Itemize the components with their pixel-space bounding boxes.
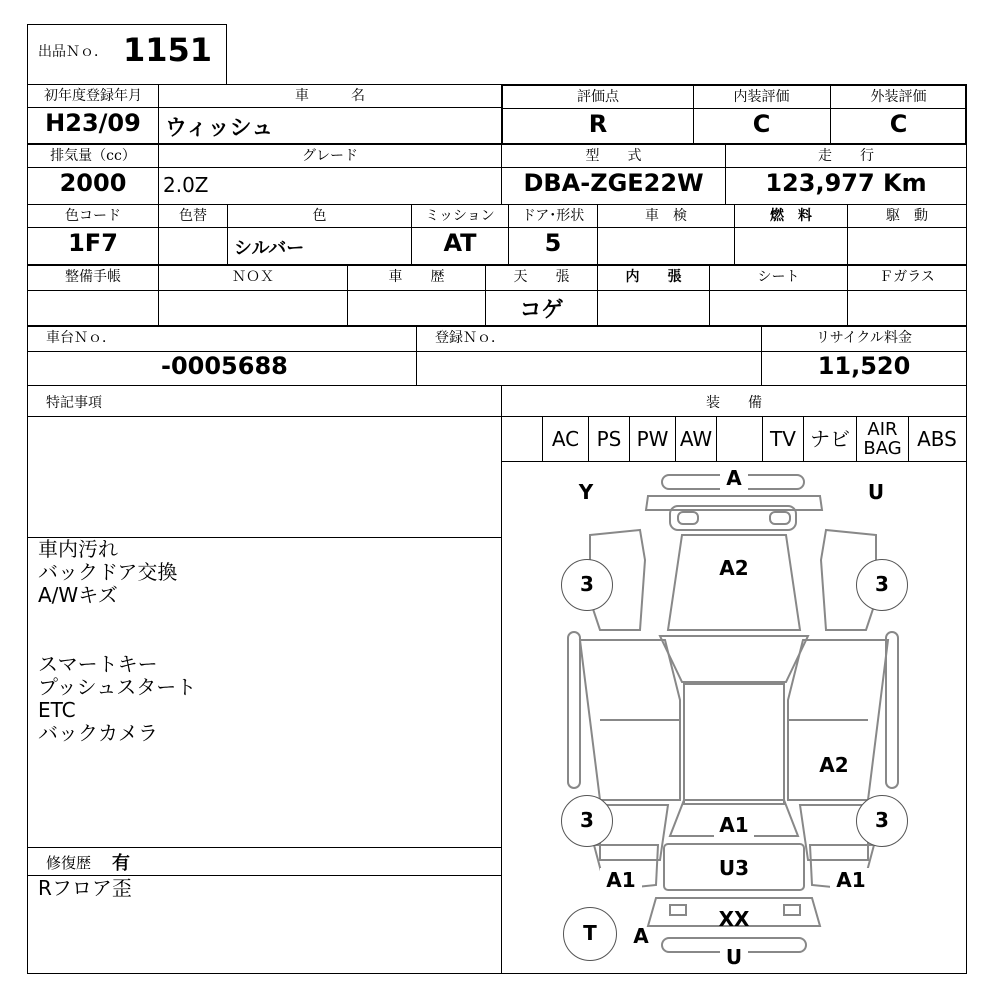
damage-u-top: U — [867, 480, 885, 504]
inspection-cell — [597, 204, 735, 265]
seat-label: シート — [757, 269, 800, 285]
drive-cell — [847, 204, 967, 265]
damage-front: A — [720, 466, 748, 490]
chassis-value: -0005688 — [161, 352, 288, 380]
color-code-label: 色コード — [65, 208, 121, 224]
chassis-cell — [27, 326, 417, 386]
notes-text-2: スマートキー プッシュスタート ETC バックカメラ — [38, 652, 197, 745]
door-value: 5 — [544, 229, 562, 257]
equipment-item-aw: AW — [679, 427, 713, 451]
nox-label: ＮＯＸ — [232, 269, 274, 285]
model-label: 型 式 — [585, 148, 642, 164]
mileage-cell — [725, 144, 967, 205]
mission-label: ミッション — [425, 208, 495, 224]
equipment-item-tv: TV — [770, 427, 796, 451]
recycle-label: リサイクル料金 — [815, 330, 913, 346]
fuel-cell — [734, 204, 848, 265]
equipment-item-abs: ABS — [917, 427, 957, 451]
car-name-value: ウィッシュ — [165, 116, 274, 141]
damage-cargo: A1 — [714, 813, 754, 837]
fglass-label: Ｆガラス — [879, 269, 935, 285]
grade-cell — [158, 144, 502, 205]
model-value: DBA-ZGE22W — [523, 169, 704, 197]
equipment-label: 装 備 — [706, 395, 762, 411]
equipment-item-airbag: AIR BAG — [863, 419, 902, 459]
color-cell — [227, 204, 412, 265]
inspection-label: 車 検 — [645, 208, 687, 224]
mission-cell — [411, 204, 509, 265]
damage-rear-left: 3 — [580, 808, 594, 832]
service-book-label: 整備手帳 — [65, 269, 121, 285]
nox-cell — [158, 265, 348, 326]
fglass-cell — [847, 265, 967, 326]
damage-bumper: XX — [718, 907, 750, 931]
interior-label: 内装評価 — [733, 89, 790, 105]
lot-label: 出品Ｎｏ． — [38, 44, 108, 60]
damage-rear-corner-left: A1 — [600, 868, 642, 892]
car-name-label: 車 名 — [295, 88, 365, 104]
damage-y: Y — [578, 480, 594, 504]
interior-value: C — [752, 110, 771, 138]
damage-rear-right: 3 — [875, 808, 889, 832]
damage-rear-corner-right: A1 — [830, 868, 872, 892]
equipment-item-pw: PW — [636, 427, 669, 451]
color-label: 色 — [312, 208, 327, 224]
tire-front-left-icon — [561, 559, 613, 611]
door-cell — [508, 204, 598, 265]
repair-note: Rフロア歪 — [38, 876, 132, 900]
tire-rear-left-icon — [561, 795, 613, 847]
notes-label: 特記事項 — [46, 395, 102, 411]
inner-cell — [597, 265, 710, 326]
history-label: 車 歴 — [388, 269, 445, 285]
equipment-item-blank-1 — [502, 418, 542, 460]
repaint-label: 色替 — [179, 208, 207, 224]
recycle-value: 11,520 — [817, 352, 911, 380]
headliner-value: コゲ — [519, 298, 564, 323]
history-cell — [347, 265, 486, 326]
damage-tire: T — [583, 921, 597, 945]
service-book-cell — [27, 265, 159, 326]
color-code-value: 1F7 — [68, 229, 118, 257]
headliner-cell — [485, 265, 598, 326]
score-label: 評価点 — [577, 89, 619, 105]
grade-label: グレード — [302, 148, 358, 164]
first-reg-label: 初年度登録年月 — [44, 88, 142, 104]
fuel-label: 燃 料 — [770, 208, 812, 224]
car-name-cell — [158, 84, 502, 144]
equipment-item-ac: AC — [551, 427, 580, 451]
lot-number: 1151 — [123, 31, 213, 69]
reg-no-label: 登録Ｎｏ． — [435, 330, 505, 346]
model-cell — [501, 144, 726, 205]
grade-value: 2.0Z — [163, 173, 209, 197]
equipment-item-ps: PS — [596, 427, 622, 451]
damage-front-left: 3 — [580, 572, 594, 596]
mileage-label: 走 行 — [818, 148, 874, 164]
repair-value: 有 — [112, 853, 130, 874]
damage-tire-note: A — [633, 924, 649, 948]
mileage-value: 123,977 Km — [765, 169, 927, 197]
first-reg-value: H23/09 — [45, 109, 141, 137]
damage-front-right: 3 — [875, 572, 889, 596]
score-block — [501, 84, 967, 145]
color-value: シルバー — [234, 238, 305, 259]
displacement-label: 排気量（cc） — [50, 148, 136, 164]
first-reg-cell — [27, 84, 159, 144]
recycle-cell — [761, 326, 967, 386]
headliner-label: 天 張 — [513, 269, 570, 285]
drive-label: 駆 動 — [886, 208, 928, 224]
equipment-item-navi: ナビ — [810, 427, 850, 451]
exterior-label: 外装評価 — [870, 89, 927, 105]
damage-right-side: A2 — [812, 753, 856, 777]
inner-label: 内 張 — [625, 269, 682, 285]
mission-value: AT — [443, 229, 477, 257]
damage-rear-panel: U3 — [718, 856, 750, 880]
damage-bumper-under: U — [720, 945, 748, 969]
tire-rear-right-icon — [856, 795, 908, 847]
damage-hood: A2 — [719, 556, 749, 580]
score-value: R — [588, 110, 608, 138]
exterior-value: C — [889, 110, 908, 138]
color-code-cell — [27, 204, 159, 265]
car-diagram — [502, 462, 966, 974]
seat-cell — [709, 265, 848, 326]
notes-text-1: 車内汚れ バックドア交換 A/Wキズ — [38, 537, 178, 607]
displacement-value: 2000 — [59, 169, 127, 197]
spare-tire-icon — [563, 907, 617, 961]
repaint-cell — [158, 204, 228, 265]
equipment-item-blank-2 — [717, 418, 762, 460]
displacement-cell — [27, 144, 159, 205]
chassis-label: 車台Ｎｏ． — [46, 330, 116, 346]
tire-front-right-icon — [856, 559, 908, 611]
reg-no-cell — [416, 326, 762, 386]
repair-label: 修復歴 — [46, 854, 92, 872]
lot-box — [27, 24, 227, 85]
door-label: ドア･形状 — [521, 208, 585, 224]
